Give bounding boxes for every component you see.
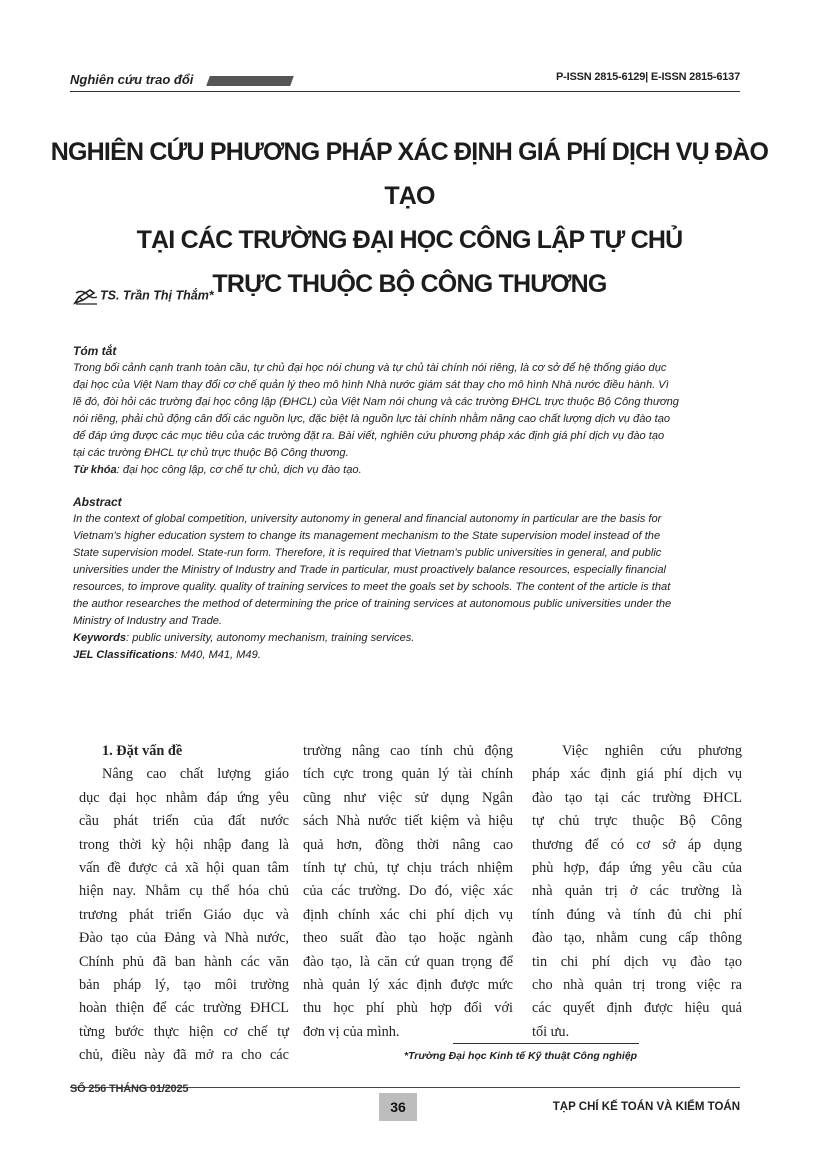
body-line: nhà quản trị ở các trường là	[532, 883, 742, 900]
article-title	[40, 130, 779, 306]
body-column-3	[532, 740, 742, 1044]
body-line: theo suất đào tạo hoặc ngành	[303, 930, 513, 947]
body-line: tính tự chủ, tự chịu trách nhiệm	[303, 860, 513, 877]
keywords-en-value: : public university, autonomy mechanism, training services.	[126, 632, 415, 644]
keywords-en	[73, 630, 744, 647]
body-line: tự chủ trực thuộc Bộ Công	[532, 813, 742, 830]
body-line: thương để có cơ sở áp dụng	[532, 836, 742, 853]
title-line-3: TRỰC THUỘC BỘ CÔNG THƯƠNG	[212, 270, 607, 298]
body-line: Việc nghiên cứu phương	[562, 743, 742, 759]
body-column-2	[303, 740, 513, 1044]
body-line: Nâng cao chất lượng giáo	[102, 766, 289, 783]
body-line: cũng như việc sử dụng Ngân	[303, 789, 513, 806]
abstract-en-line: resources, to improve quality. quality of training services to meet the goals set by schools. The content of the article is that	[73, 581, 671, 593]
body-line: vấn đề được cả xã hội quan tâm	[79, 860, 289, 877]
body-line: đơn vị của mình.	[303, 1023, 400, 1040]
body-line: hiện nay. Nhằm cụ thể hóa chủ	[79, 883, 289, 900]
keywords-vi-label: Từ khóa	[73, 464, 117, 476]
issn-label: P-ISSN 2815-6129| E-ISSN 2815-6137	[555, 71, 740, 83]
body-line: chủ, điều này đã mở ra cho các	[79, 1047, 289, 1064]
body-line: dục đại học nhằm đáp ứng yêu	[79, 789, 289, 806]
body-line: Đào tạo của Đảng và Nhà nước,	[79, 930, 289, 947]
body-line: trong thời kỳ hội nhập đang là	[79, 836, 289, 853]
abstract-vi	[73, 343, 744, 479]
body-line: đào tạo, là căn cứ quan trọng để	[303, 953, 513, 970]
pen-icon	[73, 287, 99, 305]
header-divider	[70, 91, 740, 92]
author-name: TS. Trần Thị Thắm*	[100, 288, 214, 303]
section-heading: 1. Đặt vấn đề	[102, 743, 183, 759]
abstract-vi-line: nói riêng, phải chủ động cân đối các nguồn lực, đặc biệt là nguồn lực tài chính nhằm nâng cao chất lượng dịch vụ đào tạo	[73, 413, 671, 425]
title-line-2: TẠI CÁC TRƯỜNG ĐẠI HỌC CÔNG LẬP TỰ CHỦ	[136, 226, 683, 254]
abstract-en-line: the author researches the method of determining the price of training services at autonomous public universities under the	[73, 598, 672, 610]
footnote-divider	[453, 1043, 639, 1044]
body-line: của các trường. Do đó, việc xác	[303, 883, 513, 900]
body-line: phù hợp, đáp ứng yêu cầu của	[532, 860, 742, 877]
body-line: tin chi phí dịch vụ đào tạo	[532, 953, 742, 970]
body-line: nhà quản lý xác định được mức	[303, 977, 513, 994]
body-line: hoàn thiện để các trường ĐHCL	[79, 1000, 289, 1017]
body-line: tích cực trong quản lý tài chính	[303, 766, 513, 783]
abstract-en-line: In the context of global competition, university autonomy in general and financial autonomy in particular are the basis for	[73, 513, 662, 525]
abstract-vi-line: đại học của Việt Nam thay đổi cơ chế quản lý theo mô hình Nhà nước giám sát thay cho mô hình Nhà nước điều hành. Vì	[73, 379, 669, 391]
author-line	[73, 287, 214, 305]
body-line: tối ưu.	[532, 1023, 570, 1040]
body-line: sách Nhà nước tiết kiệm và hiệu	[303, 813, 513, 830]
body-line: thu học phí phù hợp đối với	[303, 1000, 513, 1017]
abstract-en-line: universities under the Ministry of Industry and Trade in particular, must proactively balance resources, especially financial	[73, 564, 666, 576]
body-line: trương phát triển Giáo dục và	[79, 906, 289, 923]
journal-name: TẠP CHÍ KẾ TOÁN VÀ KIỂM TOÁN	[552, 1101, 740, 1113]
abstract-en-line: State supervision model. State-run form. Therefore, it is required that Vietnam's public universities in general, and public	[73, 547, 662, 559]
body-line: cầu phát triển của đất nước	[79, 813, 289, 830]
jel-value: : M40, M41, M49.	[174, 649, 261, 661]
jel-classifications	[73, 647, 744, 664]
abstract-vi-line: để đáp ứng được các mục tiêu của các trường đặt ra. Bài viết, nghiên cứu phương pháp xác định giá phí dịch vụ đào tạo	[73, 430, 665, 442]
section-label	[70, 70, 292, 92]
author-affiliation-footnote: *Trường Đại học Kinh tế Kỹ thuật Công nghiệp	[404, 1050, 638, 1062]
abstract-vi-heading: Tóm tắt	[73, 344, 117, 358]
title-line-1: NGHIÊN CỨU PHƯƠNG PHÁP XÁC ĐỊNH GIÁ PHÍ DỊCH VỤ ĐÀO TẠO	[50, 138, 769, 210]
body-line: đào tạo tại các trường ĐHCL	[532, 789, 742, 806]
abstract-vi-line: tại các trường ĐHCL tự chủ trực thuộc Bộ Công thương.	[73, 447, 349, 459]
section-bar	[206, 76, 294, 86]
abstract-en	[73, 494, 744, 664]
keywords-vi	[73, 462, 744, 479]
body-column-1	[79, 740, 289, 1068]
keywords-en-label: Keywords	[73, 632, 127, 644]
body-line: định chính xác chi phí dịch vụ	[303, 906, 513, 923]
page-number: 36	[390, 1099, 406, 1115]
body-line: các quyết định được hiệu quả	[532, 1000, 742, 1017]
abstract-en-heading: Abstract	[73, 495, 122, 509]
keywords-vi-value: : đại học công lập, cơ chế tự chủ, dịch vụ đào tạo.	[116, 464, 362, 476]
issue-label: SỐ 256 THÁNG 01/2025	[70, 1083, 189, 1095]
body-line: bản pháp lý, tạo môi trường	[79, 977, 289, 994]
abstract-en-line: Vietnam's higher education system to change its management mechanism to the State supervision model instead of the	[73, 530, 661, 542]
body-line: trường nâng cao tính chủ động	[303, 743, 513, 759]
body-line: Chính phủ đã ban hành các văn	[79, 953, 289, 970]
abstract-en-line: Ministry of Industry and Trade.	[73, 615, 223, 627]
body-line: quả hơn, đồng thời nâng cao	[303, 836, 513, 853]
body-line: tính đúng và tính đủ chi phí	[532, 906, 742, 923]
section-name: Nghiên cứu trao đổi	[70, 72, 194, 87]
body-line: đào tạo, nhằm cung cấp thông	[532, 930, 742, 947]
body-line: từng bước thực hiện cơ chế tự	[79, 1023, 289, 1040]
abstract-vi-line: Trong bối cảnh cạnh tranh toàn cầu, tự chủ đại học nói chung và tự chủ tài chính nói riêng, là cơ sở để hệ thống giáo dục	[73, 362, 667, 374]
abstract-vi-line: lẽ đó, đòi hỏi các trường đại học công lập (ĐHCL) của Việt Nam nói chung và các trường ĐHCL trực thuộc Bộ Công thương	[73, 396, 679, 408]
body-line: pháp xác định giá phí dịch vụ	[532, 766, 742, 783]
body-line: cho nhà quản trị trong việc ra	[532, 977, 742, 994]
jel-label: JEL Classifications	[73, 649, 175, 661]
